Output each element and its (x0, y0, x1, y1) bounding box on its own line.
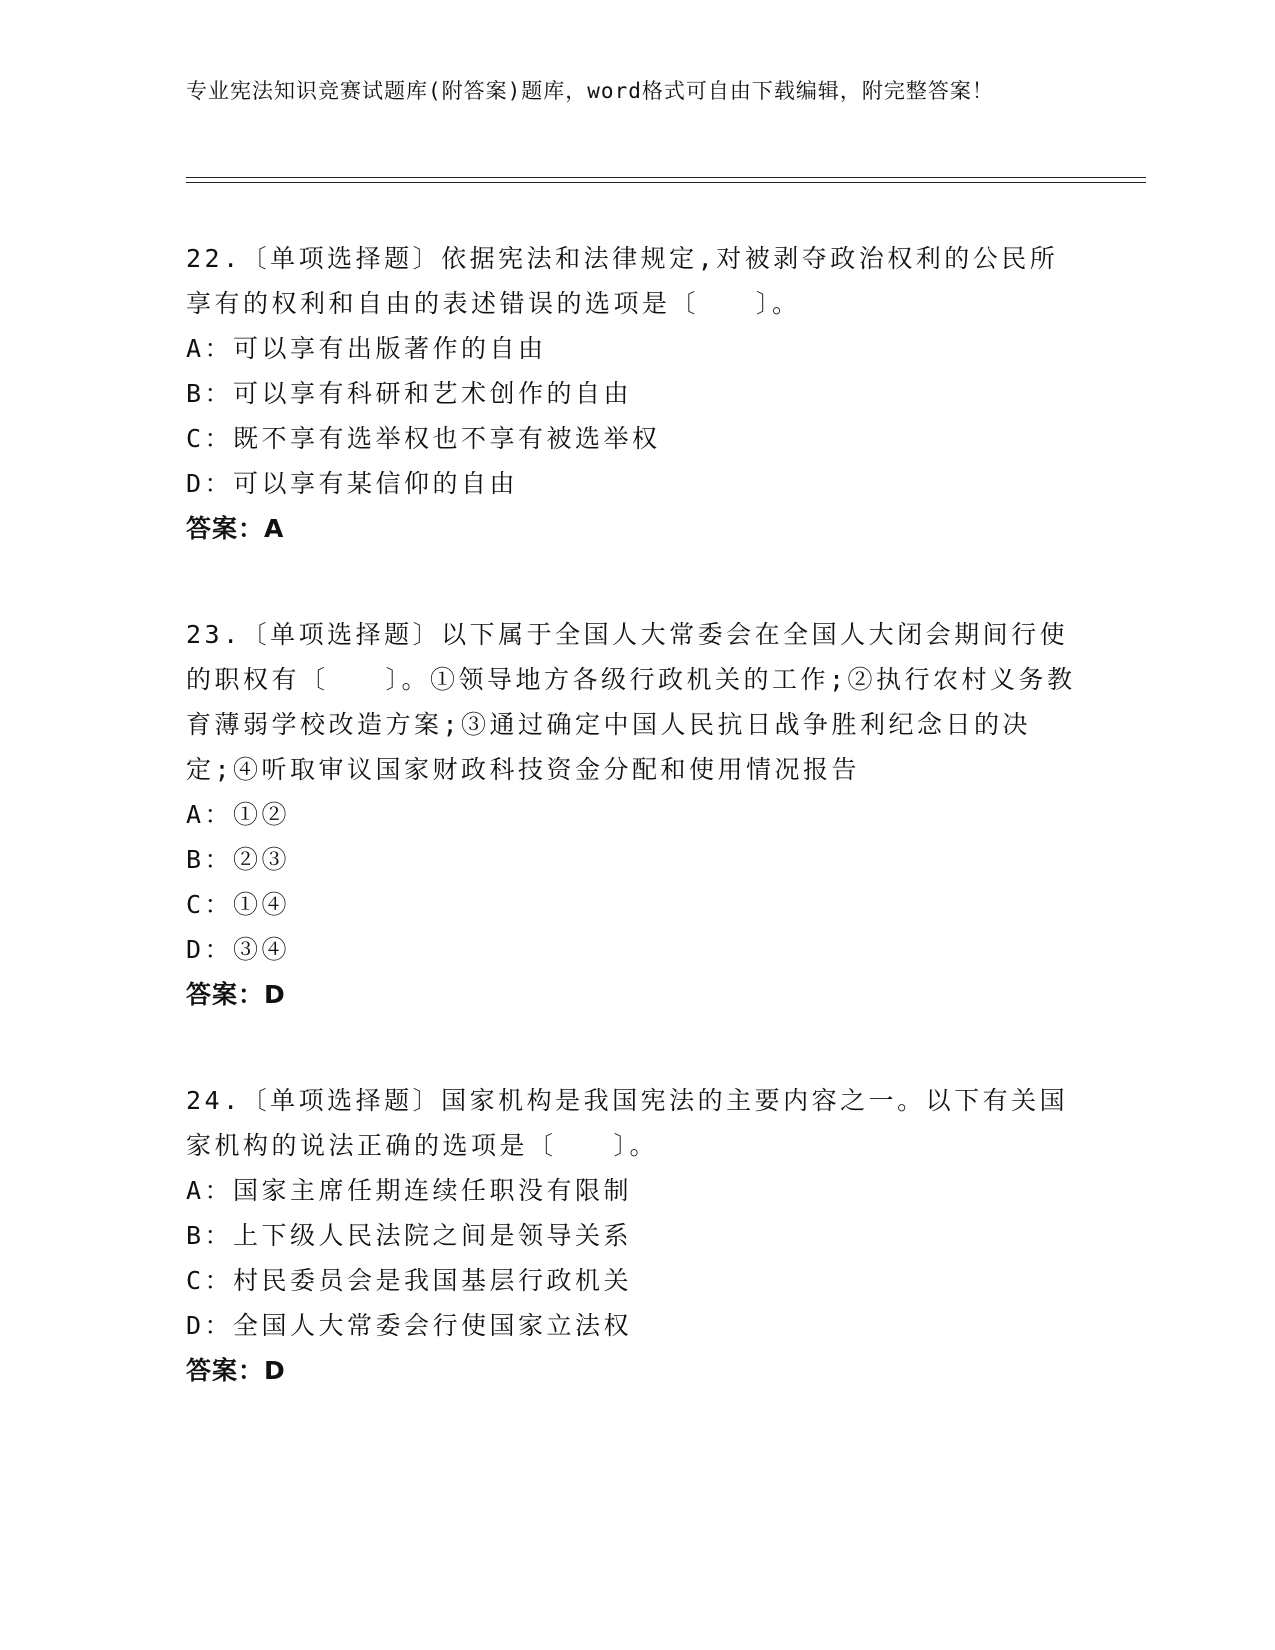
question-22 (186, 236, 1086, 551)
question-text: 22.〔单项选择题〕依据宪法和法律规定,对被剥夺政治权利的公民所享有的权利和自由的表述错误的选项是〔 〕。 (186, 244, 1059, 318)
option-a: A：国家主席任期连续任职没有限制 (186, 1176, 633, 1205)
option-d: D：全国人大常委会行使国家立法权 (186, 1311, 633, 1340)
answer-line: 答案：D (186, 1356, 286, 1385)
question-text: 23.〔单项选择题〕以下属于全国人大常委会在全国人大闭会期间行使的职权有〔 〕。①领导地方各级行政机关的工作;②执行农村义务教育薄弱学校改造方案;③通过确定中国人民抗日战争胜利纪念日的决定;④听取审议国家财政科技资金分配和使用情况报告 (186, 620, 1076, 784)
option-c: C：既不享有选举权也不享有被选举权 (186, 424, 661, 453)
question-text: 24.〔单项选择题〕国家机构是我国宪法的主要内容之一。以下有关国家机构的说法正确的选项是〔 〕。 (186, 1086, 1069, 1160)
document-header: 专业宪法知识竞赛试题库(附答案)题库，word格式可自由下载编辑，附完整答案！ (186, 79, 994, 103)
answer-line: 答案：A (186, 514, 285, 543)
header-divider-bottom (186, 182, 1146, 183)
option-c: C：村民委员会是我国基层行政机关 (186, 1266, 633, 1295)
question-list (186, 236, 1086, 1454)
option-b: B：可以享有科研和艺术创作的自由 (186, 379, 633, 408)
answer-line: 答案：D (186, 980, 286, 1009)
option-a: A：①② (186, 800, 291, 829)
option-a: A：可以享有出版著作的自由 (186, 334, 547, 363)
option-c: C：①④ (186, 890, 291, 919)
option-d: D：③④ (186, 935, 291, 964)
option-b: B：上下级人民法院之间是领导关系 (186, 1221, 633, 1250)
question-24 (186, 1078, 1086, 1393)
option-b: B：②③ (186, 845, 291, 874)
header-divider-top (186, 177, 1146, 178)
option-d: D：可以享有某信仰的自由 (186, 469, 519, 498)
question-23 (186, 612, 1086, 1017)
